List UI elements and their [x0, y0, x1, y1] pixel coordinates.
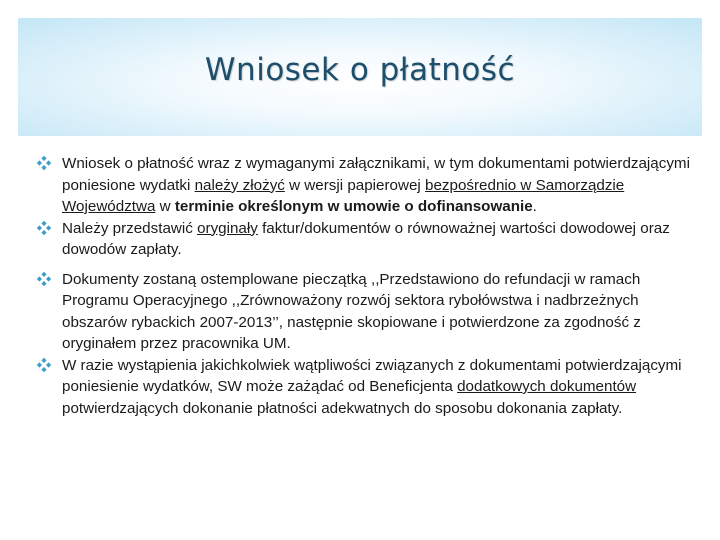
item-text: Wniosek o płatność wraz z wymaganymi załącznikami, w tym dokumentami potwierdzającymi poniesione wydatki	[62, 155, 690, 194]
bullet-item-3	[36, 269, 696, 355]
underlined-text: dodatkowych dokumentów	[457, 378, 637, 395]
diamond-quad-bullet-icon	[36, 357, 52, 373]
item-text: Należy przedstawić	[62, 219, 198, 237]
underlined-text: oryginały	[197, 219, 258, 237]
slide-content	[36, 153, 696, 419]
diamond-quad-bullet-icon	[36, 155, 52, 171]
bold-text: terminie określonym w umowie o dofinansowanie	[174, 198, 533, 215]
bullet-item-1	[36, 153, 696, 218]
item-text: faktur/dokumentów o równoważnej wartości dowodowej oraz dowodów zapłaty.	[62, 219, 670, 258]
item-text: potwierdzających dokonanie płatności adekwatnych do sposobu dokonania zapłaty.	[62, 399, 623, 417]
diamond-quad-bullet-icon	[36, 271, 52, 287]
bullet-group-1	[36, 153, 696, 261]
slide-title: Wniosek o płatność	[204, 52, 516, 88]
item-text: W razie wystąpienia jakichkolwiek wątpliwości związanych z dokumentami potwierdzającymi poniesienie wydatków, SW może zażądać od Beneficjenta	[62, 356, 682, 395]
bullet-group-2	[36, 269, 696, 420]
bullet-item-2	[36, 218, 696, 261]
item-text: w wersji papierowej	[284, 176, 426, 194]
item-text: Dokumenty zostaną ostemplowane pieczątką ,,Przedstawiono do refundacji w ramach Programu Operacyjnego ,,Zrównoważony rozwój sektora rybołówstwa i nadbrzeżnych obszarów rybackich 2007-2013’’, następnie skopiowane i potwierdzone za zgodność z oryginałem przez pracownika UM.	[62, 270, 641, 352]
bullet-item-4	[36, 355, 696, 420]
item-text: w	[155, 198, 175, 215]
diamond-quad-bullet-icon	[36, 220, 52, 236]
underlined-text: należy złożyć	[194, 176, 285, 194]
underlined-text: bezpośrednio w Samorządzie Województwa	[62, 176, 625, 215]
item-text: .	[532, 198, 537, 215]
